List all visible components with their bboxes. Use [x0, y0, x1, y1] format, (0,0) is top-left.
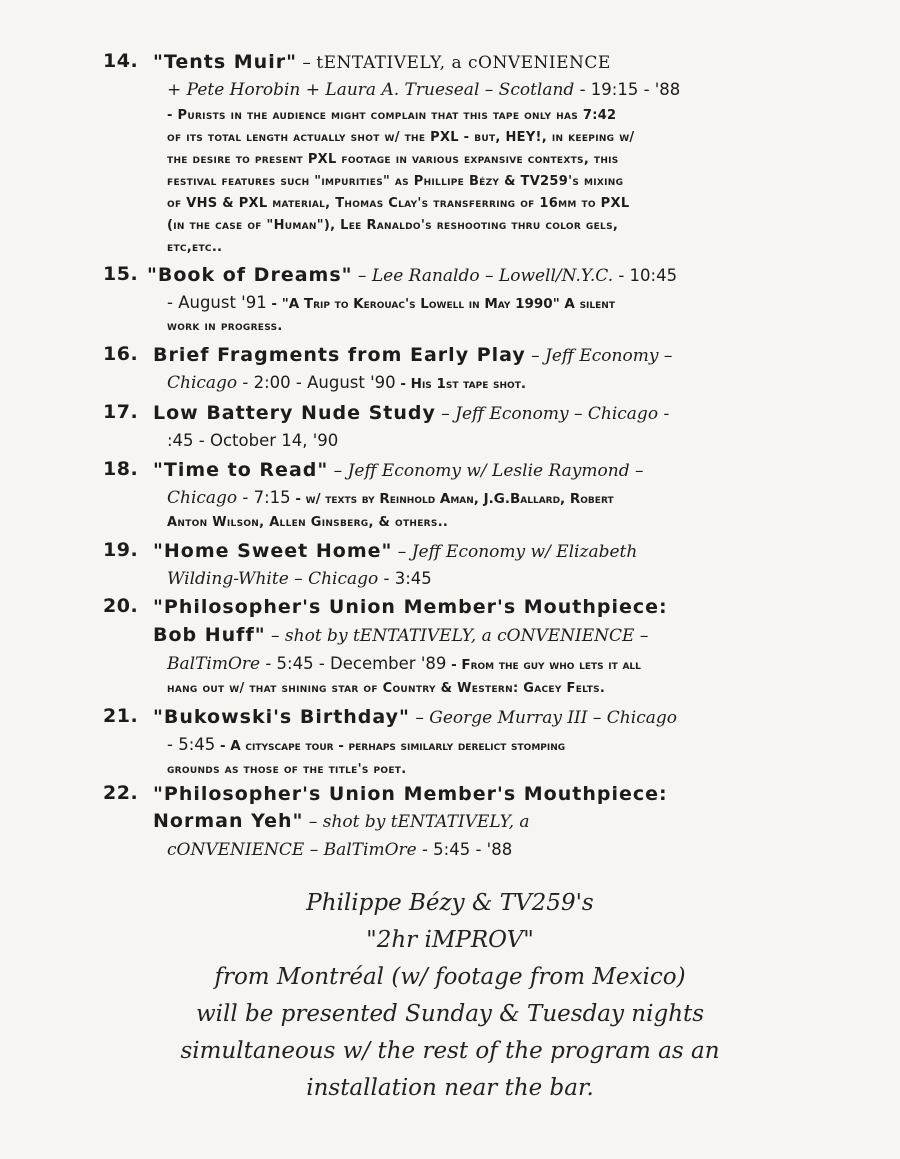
entry-note: - From the guy who lets it all — [446, 657, 641, 673]
entry-title: "Bukowski's Birthday" — [153, 706, 410, 728]
entry-facts: - 5:45 - December '89 — [260, 654, 447, 673]
entry-title: "Philosopher's Union Member's Mouthpiece: — [153, 596, 668, 618]
entry-title: "Time to Read" — [153, 459, 329, 481]
entry-facts: :45 - October 14, '90 — [167, 431, 339, 450]
note-line: of VHS & PXL material, Thomas Clay's transferring of 16mm to PXL — [167, 196, 630, 211]
entry-credit: – George Murray III – Chicago — [409, 708, 677, 728]
entry-place: Chicago — [167, 373, 238, 393]
entry-note — [167, 105, 634, 259]
entry-note: - His 1st tape shot. — [395, 376, 526, 392]
entry-facts-line2: - August '91 — [167, 293, 267, 312]
entry-title: "Philosopher's Union Member's Mouthpiece: — [153, 783, 668, 805]
closing-line: from Montréal (w/ footage from Mexico) — [214, 964, 686, 990]
entry-title: Low Battery Nude Study — [153, 402, 436, 424]
entry-number: 19. — [103, 539, 139, 561]
entry-credit-line2: cONVENIENCE – BalTimOre — [167, 840, 417, 860]
entry-number: 21. — [103, 705, 139, 727]
entry-place: BalTimOre — [167, 654, 261, 674]
note-line: - Purists in the audience might complain that this tape only has 7:42 — [167, 108, 617, 123]
entry-facts: - 5:45 — [167, 735, 216, 754]
entry-title: "Home Sweet Home" — [153, 540, 393, 562]
entry-note: - A cityscape tour - perhaps similarly derelict stomping — [215, 738, 566, 754]
closing-line: installation near the bar. — [306, 1075, 594, 1101]
entry-note: - w/ texts by Reinhold Aman, J.G.Ballard, Robert — [290, 491, 614, 507]
entry-credit: – Lee Ranaldo – Lowell/N.Y.C. — [352, 266, 614, 286]
entry-note-line2: Anton Wilson, Allen Ginsberg, & others.. — [167, 515, 449, 530]
entry-place: Chicago — [167, 488, 238, 508]
note-line: of its total length actually shot w/ the PXL - but, HEY!, in keeping w/ — [167, 130, 635, 145]
closing-line: Philippe Bézy & TV259's — [306, 890, 594, 916]
entry-separator: – — [296, 53, 317, 73]
entry-number: 18. — [103, 458, 139, 480]
entry-title: "Tents Muir" — [153, 51, 297, 73]
entry-credit: tENTATIVELY, a cONVENIENCE — [316, 53, 611, 73]
entry-facts: - 10:45 — [613, 266, 678, 285]
entry-facts: - 5:45 - '88 — [416, 840, 513, 859]
entry-number: 14. — [103, 50, 139, 72]
entry-credit: – shot by tENTATIVELY, a cONVENIENCE – — [265, 626, 649, 646]
closing-announcement — [100, 885, 800, 1107]
entry-number: 17. — [103, 401, 139, 423]
entry-facts: - 19:15 - '88 — [574, 80, 681, 99]
entry-title-line2: Norman Yeh" — [153, 810, 304, 832]
closing-line: will be presented Sunday & Tuesday nights — [195, 1001, 705, 1027]
entry-credit-line2: Wilding-White – Chicago — [167, 569, 379, 589]
entry-credit: – shot by tENTATIVELY, a — [303, 812, 530, 832]
entry-credit: – Jeff Economy w/ Leslie Raymond – — [328, 461, 644, 481]
note-line: (in the case of "Human"), Lee Ranaldo's reshooting thru color gels, — [167, 218, 619, 233]
entry-number: 16. — [103, 343, 139, 365]
closing-line: simultaneous w/ the rest of the program as an — [180, 1038, 720, 1064]
entry-number: 20. — [103, 595, 139, 617]
entry-note-line2: hang out w/ that shining star of Country & Western: Gacey Felts. — [167, 681, 606, 696]
note-line: festival features such "impurities" as Phillipe Bézy & TV259's mixing — [167, 174, 624, 189]
entry-facts: - 2:00 - August '90 — [237, 373, 396, 392]
entry-note-line2: grounds as those of the title's poet. — [167, 762, 407, 777]
entry-facts: - 3:45 — [378, 569, 432, 588]
entry-title: Brief Fragments from Early Play — [153, 344, 526, 366]
entry-note-line2: work in progress. — [167, 319, 283, 334]
note-line: etc,etc.. — [167, 240, 223, 255]
entry-note: - "A Trip to Kerouac's Lowell in May 1990" A silent — [266, 296, 615, 312]
note-line: the desire to present PXL footage in various expansive contexts, this — [167, 152, 619, 167]
entry-credit: – Jeff Economy – Chicago - — [435, 404, 670, 424]
entry-credit: – Jeff Economy w/ Elizabeth — [392, 542, 638, 562]
entry-number: 22. — [103, 782, 139, 804]
closing-line: "2hr iMPROV" — [366, 927, 534, 953]
entry-title: "Book of Dreams" — [147, 264, 353, 286]
entry-facts: - 7:15 — [237, 488, 291, 507]
entry-credit: – Jeff Economy – — [525, 346, 673, 366]
entry-number: 15. — [103, 263, 139, 285]
entry-credit-line2: + Pete Horobin + Laura A. Trueseal – Scotland — [167, 80, 575, 100]
entry-title-line2: Bob Huff" — [153, 624, 266, 646]
